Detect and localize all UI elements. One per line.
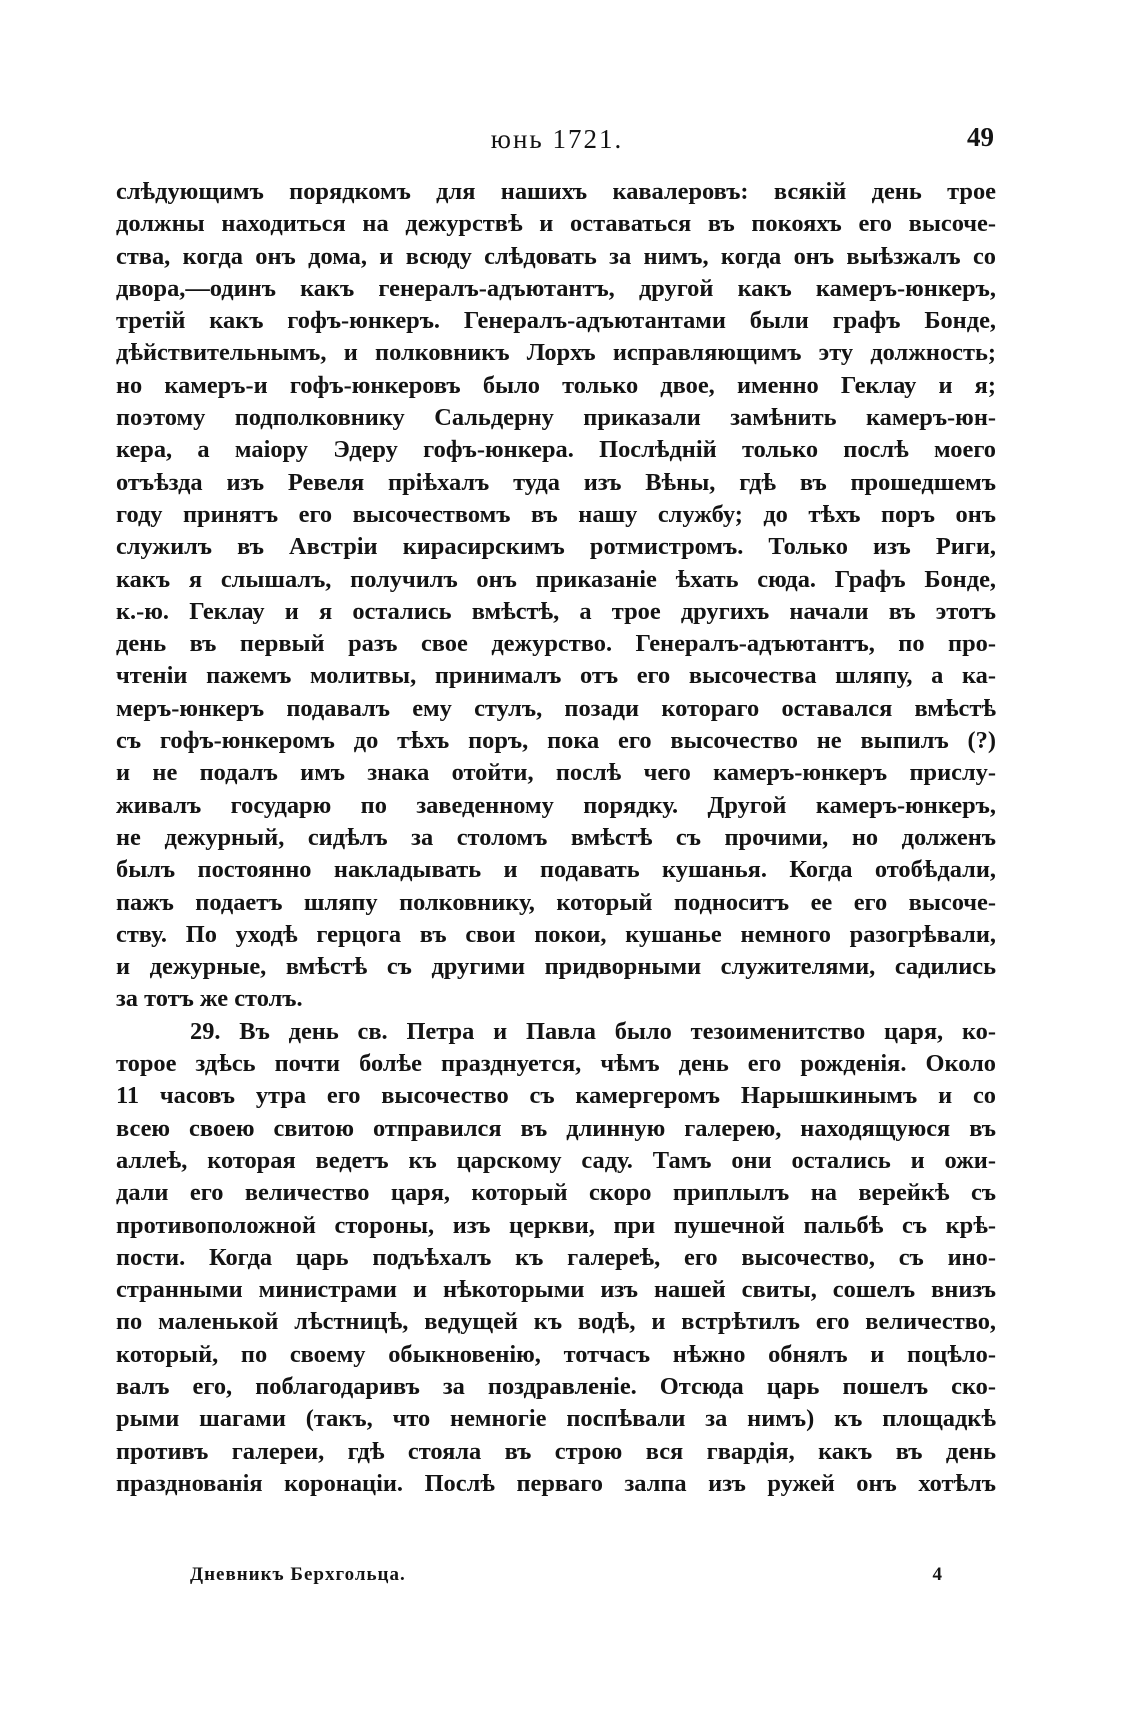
text-line: 11 часовъ утра его высочество съ камергеромъ Нарышкинымъ и со	[116, 1082, 996, 1110]
text-line: отъѣзда изъ Ревеля пріѣхалъ туда изъ Вѣны, гдѣ въ прошедшемъ	[116, 468, 996, 496]
text-line: меръ-юнкеръ подавалъ ему стулъ, позади котораго оставался вмѣстѣ	[116, 694, 996, 722]
text-line: по маленькой лѣстницѣ, ведущей къ водѣ, и встрѣтилъ его величество,	[116, 1308, 996, 1336]
text-line: былъ постоянно накладывать и подавать кушанья. Когда отобѣдали,	[116, 856, 996, 884]
text-line: день въ первый разъ свое дежурство. Генералъ-адъютантъ, по про-	[116, 630, 996, 658]
text-line: не дежурный, сидѣлъ за столомъ вмѣстѣ съ прочими, но долженъ	[116, 823, 996, 851]
text-line: служилъ въ Австріи кирасирскимъ ротмистромъ. Только изъ Риги,	[116, 533, 996, 561]
running-title: юнь 1721.	[490, 124, 624, 154]
text-line: валъ его, поблагодаривъ за поздравленіе. Отсюда царь пошелъ ско-	[116, 1372, 996, 1400]
paragraph-start-line: 29. Въ день св. Петра и Павла было тезоименитство царя, ко-	[190, 1017, 996, 1045]
text-line: съ гофъ-юнкеромъ до тѣхъ поръ, пока его высочество не выпилъ (?)	[116, 727, 996, 755]
text-line: торое здѣсь почти болѣе празднуется, чѣмъ день его рожденія. Около	[116, 1050, 996, 1078]
text-line: противъ галереи, гдѣ стояла въ строю вся гвардія, какъ въ день	[116, 1437, 996, 1465]
text-line: который, по своему обыкновенію, тотчасъ нѣжно обнялъ и поцѣло-	[116, 1340, 996, 1368]
text-line: слѣдующимъ порядкомъ для нашихъ кавалеровъ: всякій день трое	[116, 178, 996, 205]
text-line: празднованія коронаціи. Послѣ перваго залпа изъ ружей онъ хотѣлъ	[116, 1469, 996, 1497]
text-line: живалъ государю по заведенному порядку. Другой камеръ-юнкеръ,	[116, 791, 996, 819]
text-line: и не подалъ имъ знака отойти, послѣ чего камеръ-юнкеръ прислу-	[116, 759, 996, 787]
signature-mark: 4	[932, 1564, 942, 1585]
text-line: и дежурные, вмѣстѣ съ другими придворными служителями, садились	[116, 953, 996, 981]
text-line: рыми шагами (такъ, что немногіе поспѣвали за нимъ) къ площадкѣ	[116, 1405, 996, 1433]
text-line: дѣйствительнымъ, и полковникъ Лорхъ исправляющимъ эту должность;	[116, 339, 996, 367]
text-line: дали его величество царя, который скоро приплылъ на верейкѣ съ	[116, 1179, 996, 1207]
text-line: пости. Когда царь подъѣхалъ къ галереѣ, его высочество, съ ино-	[116, 1243, 996, 1271]
text-line: пажъ подаетъ шляпу полковнику, который подноситъ ее его высоче-	[116, 888, 996, 916]
text-line: чтеніи пажемъ молитвы, принималъ отъ его высочества шляпу, а ка-	[116, 662, 996, 690]
text-line: третій какъ гофъ-юнкеръ. Генералъ-адъютантами были графъ Бонде,	[116, 307, 996, 335]
text-line: противоположной стороны, изъ церкви, при пушечной пальбѣ съ крѣ-	[116, 1211, 996, 1239]
body-text	[116, 176, 996, 1500]
book-title-footer: Дневникъ Берхгольца.	[190, 1564, 406, 1585]
text-line: аллеѣ, которая ведетъ къ царскому саду. Тамъ они остались и ожи-	[116, 1146, 996, 1174]
text-line: двора,—одинъ какъ генералъ-адъютантъ, другой какъ камеръ-юнкеръ,	[116, 274, 996, 302]
text-line: поэтому подполковнику Сальдерну приказали замѣнить камеръ-юн-	[116, 404, 996, 432]
text-line: но камеръ-и гофъ-юнкеровъ было только двое, именно Геклау и я;	[116, 371, 996, 399]
paragraph-end-line: за тотъ же столъ.	[116, 985, 303, 1013]
page-number: 49	[967, 122, 994, 152]
text-line: должны находиться на дежурствѣ и оставаться въ покояхъ его высоче-	[116, 210, 996, 238]
text-line: ству. По уходѣ герцога въ свои покои, кушанье немного разогрѣвали,	[116, 920, 996, 948]
text-line: кера, а маіору Эдеру гофъ-юнкера. Послѣдній только послѣ моего	[116, 436, 996, 464]
text-line: всею своею свитою отправился въ длинную галерею, находящуюся въ	[116, 1114, 996, 1142]
text-line: к.-ю. Геклау и я остались вмѣстѣ, а трое другихъ начали въ этотъ	[116, 597, 996, 625]
text-line: странными министрами и нѣкоторыми изъ нашей свиты, сошелъ внизъ	[116, 1276, 996, 1304]
text-line: ства, когда онъ дома, и всюду слѣдовать за нимъ, когда онъ выѣзжалъ со	[116, 242, 996, 270]
page-footer	[190, 1564, 942, 1594]
text-line: году принятъ его высочествомъ въ нашу службу; до тѣхъ поръ онъ	[116, 500, 996, 528]
page-header	[118, 118, 996, 162]
text-line: какъ я слышалъ, получилъ онъ приказаніе ѣхать сюда. Графъ Бонде,	[116, 565, 996, 593]
